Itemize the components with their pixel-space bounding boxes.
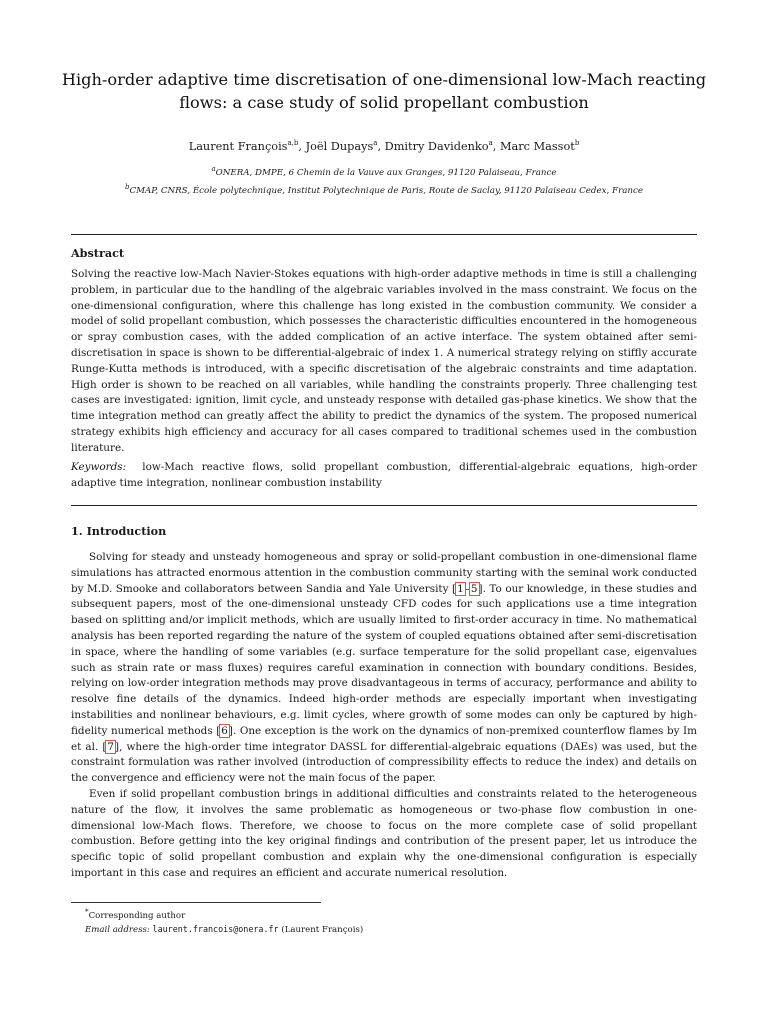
- footnote-rule: [71, 902, 321, 903]
- footnotes: [71, 905, 697, 937]
- author-list: [60, 135, 708, 155]
- footnote-text: Corresponding author: [88, 910, 186, 921]
- abstract-body: Solving the reactive low-Mach Navier-Stokes equations with high-order adaptive methods in time is still a challenging problem, in particular due to the handling of the algebraic variables involved in the mass constraint. We focus on the one-dimensional configuration, where this challenge has long existed in the combustion community. We consider a model of solid propellant combustion, which possesses the characteristic difficulties encountered in the homogeneous or spray combustion cases, with the added complication of an active interface. The system obtained after semi-discretisation in space is shown to be differential-algebraic of index 1. A numerical strategy relying on stiffly accurate Runge-Kutta methods is introduced, with a specific discretisation of the algebraic constraints and time adaptation. High order is shown to be reached on all variables, while handling the constraints properly. Three challenging test cases are investigated: ignition, limit cycle, and unsteady response with detailed gas-phase kinetics. We show that the time integration method can greatly affect the ability to predict the dynamics of the system. The proposed numerical strategy exhibits high efficiency and accuracy for all cases compared to traditional schemes used in the combustion literature.: [71, 268, 697, 454]
- author-name: Joël Dupays: [305, 139, 374, 153]
- keywords-text: low-Mach reactive flows, solid propellant combustion, differential-algebraic equations, high-order adaptive time integration, nonlinear combustion instability: [71, 461, 698, 489]
- author-name: Laurent François: [188, 139, 288, 153]
- author-affiliation-mark: a: [373, 139, 378, 147]
- intro-text: . To our knowledge, in these studies and subsequent papers, most of the one-dimensional unsteady CFD codes for such applications use a time integration based on splitting and/or implicit methods, which are usually limited to first-order accuracy in time. No mathematical analysis has been reported regarding the nature of the system of coupled equations obtained after semi-discretisation in space, where the handling of some variables (e.g. surface temperature for the solid propellant case, eigenvalues such as strain rate or mass fluxes) requires careful examination in connection with boundary conditions. Besides, relying on low-order integration methods may prove disadvantageous in terms of accuracy, performance and ability to resolve fine details of the dynamics. Indeed high-order methods are especially important when investigating instabilities and nonlinear behaviours, e.g. limit cycles, where growth of some modes can only be captured by high-fidelity numerical methods: [71, 582, 697, 737]
- abstract-bottom-rule: [71, 505, 697, 506]
- affiliation-list: [60, 162, 708, 198]
- section-heading-introduction: 1. Introduction: [71, 524, 167, 538]
- abstract-top-rule: [71, 234, 697, 235]
- author-affiliation-mark: b: [574, 139, 580, 147]
- paper-title: [60, 68, 708, 114]
- intro-paragraph-1: Solving for steady and unsteady homogeneous and spray or solid-propellant combustion in one-dimensional flame simulations has attracted enormous attention in the combustion community starting with the seminal work conducted by M.D. Smooke and collaborators between Sandia and Yale University [1–5]. To our knowledge, in these studies and subsequent papers, most of the one-dimensional unsteady CFD codes for such applications use a time integration based on splitting and/or implicit methods, which are usually limited to first-order accuracy in time. No mathematical analysis has been reported regarding the nature of the system of coupled equations obtained after semi-discretisation in space, where the handling of some variables (e.g. surface temperature for the solid propellant case, eigenvalues such as strain rate or mass fluxes) requires careful examination in connection with boundary conditions. Besides, relying on low-order integration methods may prove disadvantageous in terms of accuracy, performance and ability to resolve fine details of the dynamics. Indeed high-order methods are especially important when investigating instabilities and nonlinear behaviours, e.g. limit cycles, where growth of some modes can only be captured by high-fidelity numerical methods [6]. One exception is the work on the dynamics of non-premixed counterflow flames by Im et al. [7], where the high-order time integrator DASSL for differential-algebraic equations (DAEs) was used, but the constraint formulation was rather involved (introduction of compressibility effects to reduce the index) and details on the convergence and efficiency were not the main focus of the paper.: [71, 551, 697, 785]
- abstract-heading: Abstract: [71, 246, 125, 260]
- author-name: Marc Massot: [499, 139, 575, 153]
- author-separator: ,: [377, 139, 385, 153]
- author-affiliation-mark: a,b: [287, 139, 299, 147]
- citation-link[interactable]: 7: [107, 740, 115, 753]
- citation-range-dash: –: [464, 582, 470, 595]
- affiliation-text: ONERA, DMPE, 6 Chemin de la Vauve aux Granges, 91120 Palaiseau, France: [215, 167, 557, 178]
- title-line-1: High-order adaptive time discretisation of one-dimensional low-Mach reacting: [61, 70, 707, 89]
- intro-text: , where the high-order time integrator DASSL for differential-algebraic equations (DAEs) was used, but the constraint formulation was rather involved (introduction of compressibility effects to reduce the index) and details on the convergence and efficiency were not the main focus of the paper.: [71, 740, 697, 785]
- title-line-2: flows: a case study of solid propellant combustion: [179, 93, 589, 112]
- affiliation-mark: b: [124, 182, 130, 191]
- intro-text: . One exception is the work on the dynamics of non-premixed counterflow flames by Im et al.: [71, 724, 697, 753]
- keywords-label: Keywords:: [71, 461, 127, 473]
- citation-link[interactable]: 1: [457, 582, 464, 595]
- email-label: Email address:: [85, 924, 150, 935]
- affiliation-mark: a: [211, 165, 216, 173]
- intro-text: Solving for steady and unsteady homogeneous and spray or solid-propellant combustion in one-dimensional flame simulations has attracted enormous attention in the combustion community starting with the seminal work conducted by M.D. Smooke and collaborators between Sandia and Yale University: [71, 551, 697, 595]
- keywords: [71, 460, 697, 492]
- email-owner: (Laurent François): [281, 924, 364, 935]
- intro-paragraph-2: Even if solid propellant combustion brings in additional difficulties and constraints related to the heterogeneous nature of the flow, it involves the same problematic as homogeneous or two-phase flow combustion in one-dimensional low-Mach flows. Therefore, we choose to focus on the more complete case of solid propellant combustion. Before getting into the key original findings and contribution of the present paper, let us introduce the specific topic of solid propellant combustion and explain why the one-dimensional configuration is especially important in this case and requires an efficient and accurate numerical resolution.: [71, 787, 697, 879]
- author-affiliation-mark: a: [488, 139, 493, 147]
- footnote-email: [71, 923, 697, 937]
- footnote-corresponding: [71, 905, 697, 923]
- email-address-link[interactable]: laurent.francois@onera.fr: [152, 923, 279, 934]
- affiliation-text: CMAP, CNRS, École polytechnique, Institut Polytechnique de Paris, Route de Saclay, 91120 Palaiseau Cedex, France: [129, 185, 644, 196]
- affiliation-b: [60, 180, 708, 198]
- footnote-mark: *: [85, 907, 89, 916]
- author-separator: ,: [492, 139, 500, 153]
- author-name: Dmitry Davidenko: [384, 139, 489, 153]
- introduction-body: [71, 550, 697, 882]
- citation-link[interactable]: 6: [221, 724, 228, 737]
- affiliation-a: [60, 162, 708, 180]
- citation-link[interactable]: 5: [470, 582, 478, 595]
- author-separator: ,: [298, 139, 306, 153]
